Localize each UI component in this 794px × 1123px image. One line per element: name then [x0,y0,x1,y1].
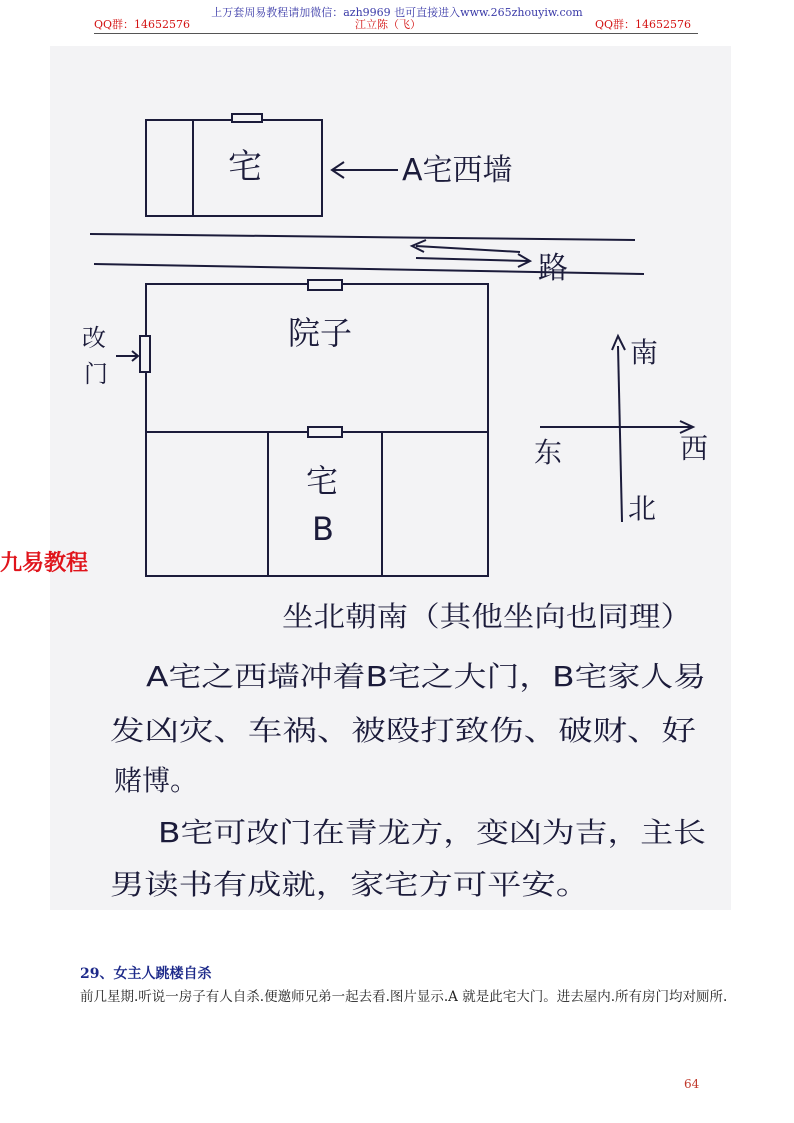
road-arrow-lower [416,258,528,261]
note-line-6: 男读书有成就，家宅方可平安。 [110,868,590,901]
road-label: 路 [538,251,568,286]
header-center: 江立陈（飞） [355,18,421,31]
watermark: 九易教程 [0,551,89,576]
header-row [0,16,794,32]
header-top-line: 上万套周易教程请加微信：azh9969 也可直接进入www.265zhouyiw.com [211,6,583,19]
road-arrow-upper [416,246,520,252]
note-line-5: B宅可改门在青龙方，变凶为吉，主长 [158,816,706,849]
compass-west-label: 西 [680,432,709,465]
page-number: 64 [684,1077,700,1091]
note-line-2: A宅之西墙冲着B宅之大门，B宅家人易 [146,660,706,693]
changed-door-label-2: 门 [84,360,108,388]
house-b-label-2: B [312,510,334,548]
compass-north-label: 北 [628,492,657,525]
section-title: 29、女主人跳楼自杀 [80,966,212,982]
section-body: 前几星期.听说一房子有人自杀.便邀师兄弟一起去看.图片显示.A 就是此宅大门。进去屋内.所有房门均对厕所. [80,989,728,1005]
compass-vertical [618,346,622,522]
scanned-diagram [50,46,731,910]
house-a-label: 宅 [228,147,262,187]
note-line-1: 坐北朝南（其他坐向也同理） [282,600,692,633]
header-qq-right: QQ群：14652576 [595,18,692,31]
changed-door [140,336,150,372]
header-divider [94,33,698,34]
house-a-wall-label: A宅西墙 [402,153,513,188]
note-line-3: 发凶灾、车祸、被殴打致伤、破财、好 [110,714,696,747]
note-line-4: 赌博。 [114,764,199,797]
courtyard-label: 院子 [288,314,353,352]
road-line-top [90,234,635,240]
changed-door-label-1: 改 [82,324,106,352]
house-a-door [232,114,262,122]
diagram-svg [50,46,731,910]
compass-south-label: 南 [630,336,659,369]
compass-east-label: 东 [534,436,563,469]
house-b-door [308,427,342,437]
house-b-label-1: 宅 [306,462,339,500]
header-qq-left: QQ群：14652576 [94,18,191,31]
courtyard-gate [308,280,342,290]
